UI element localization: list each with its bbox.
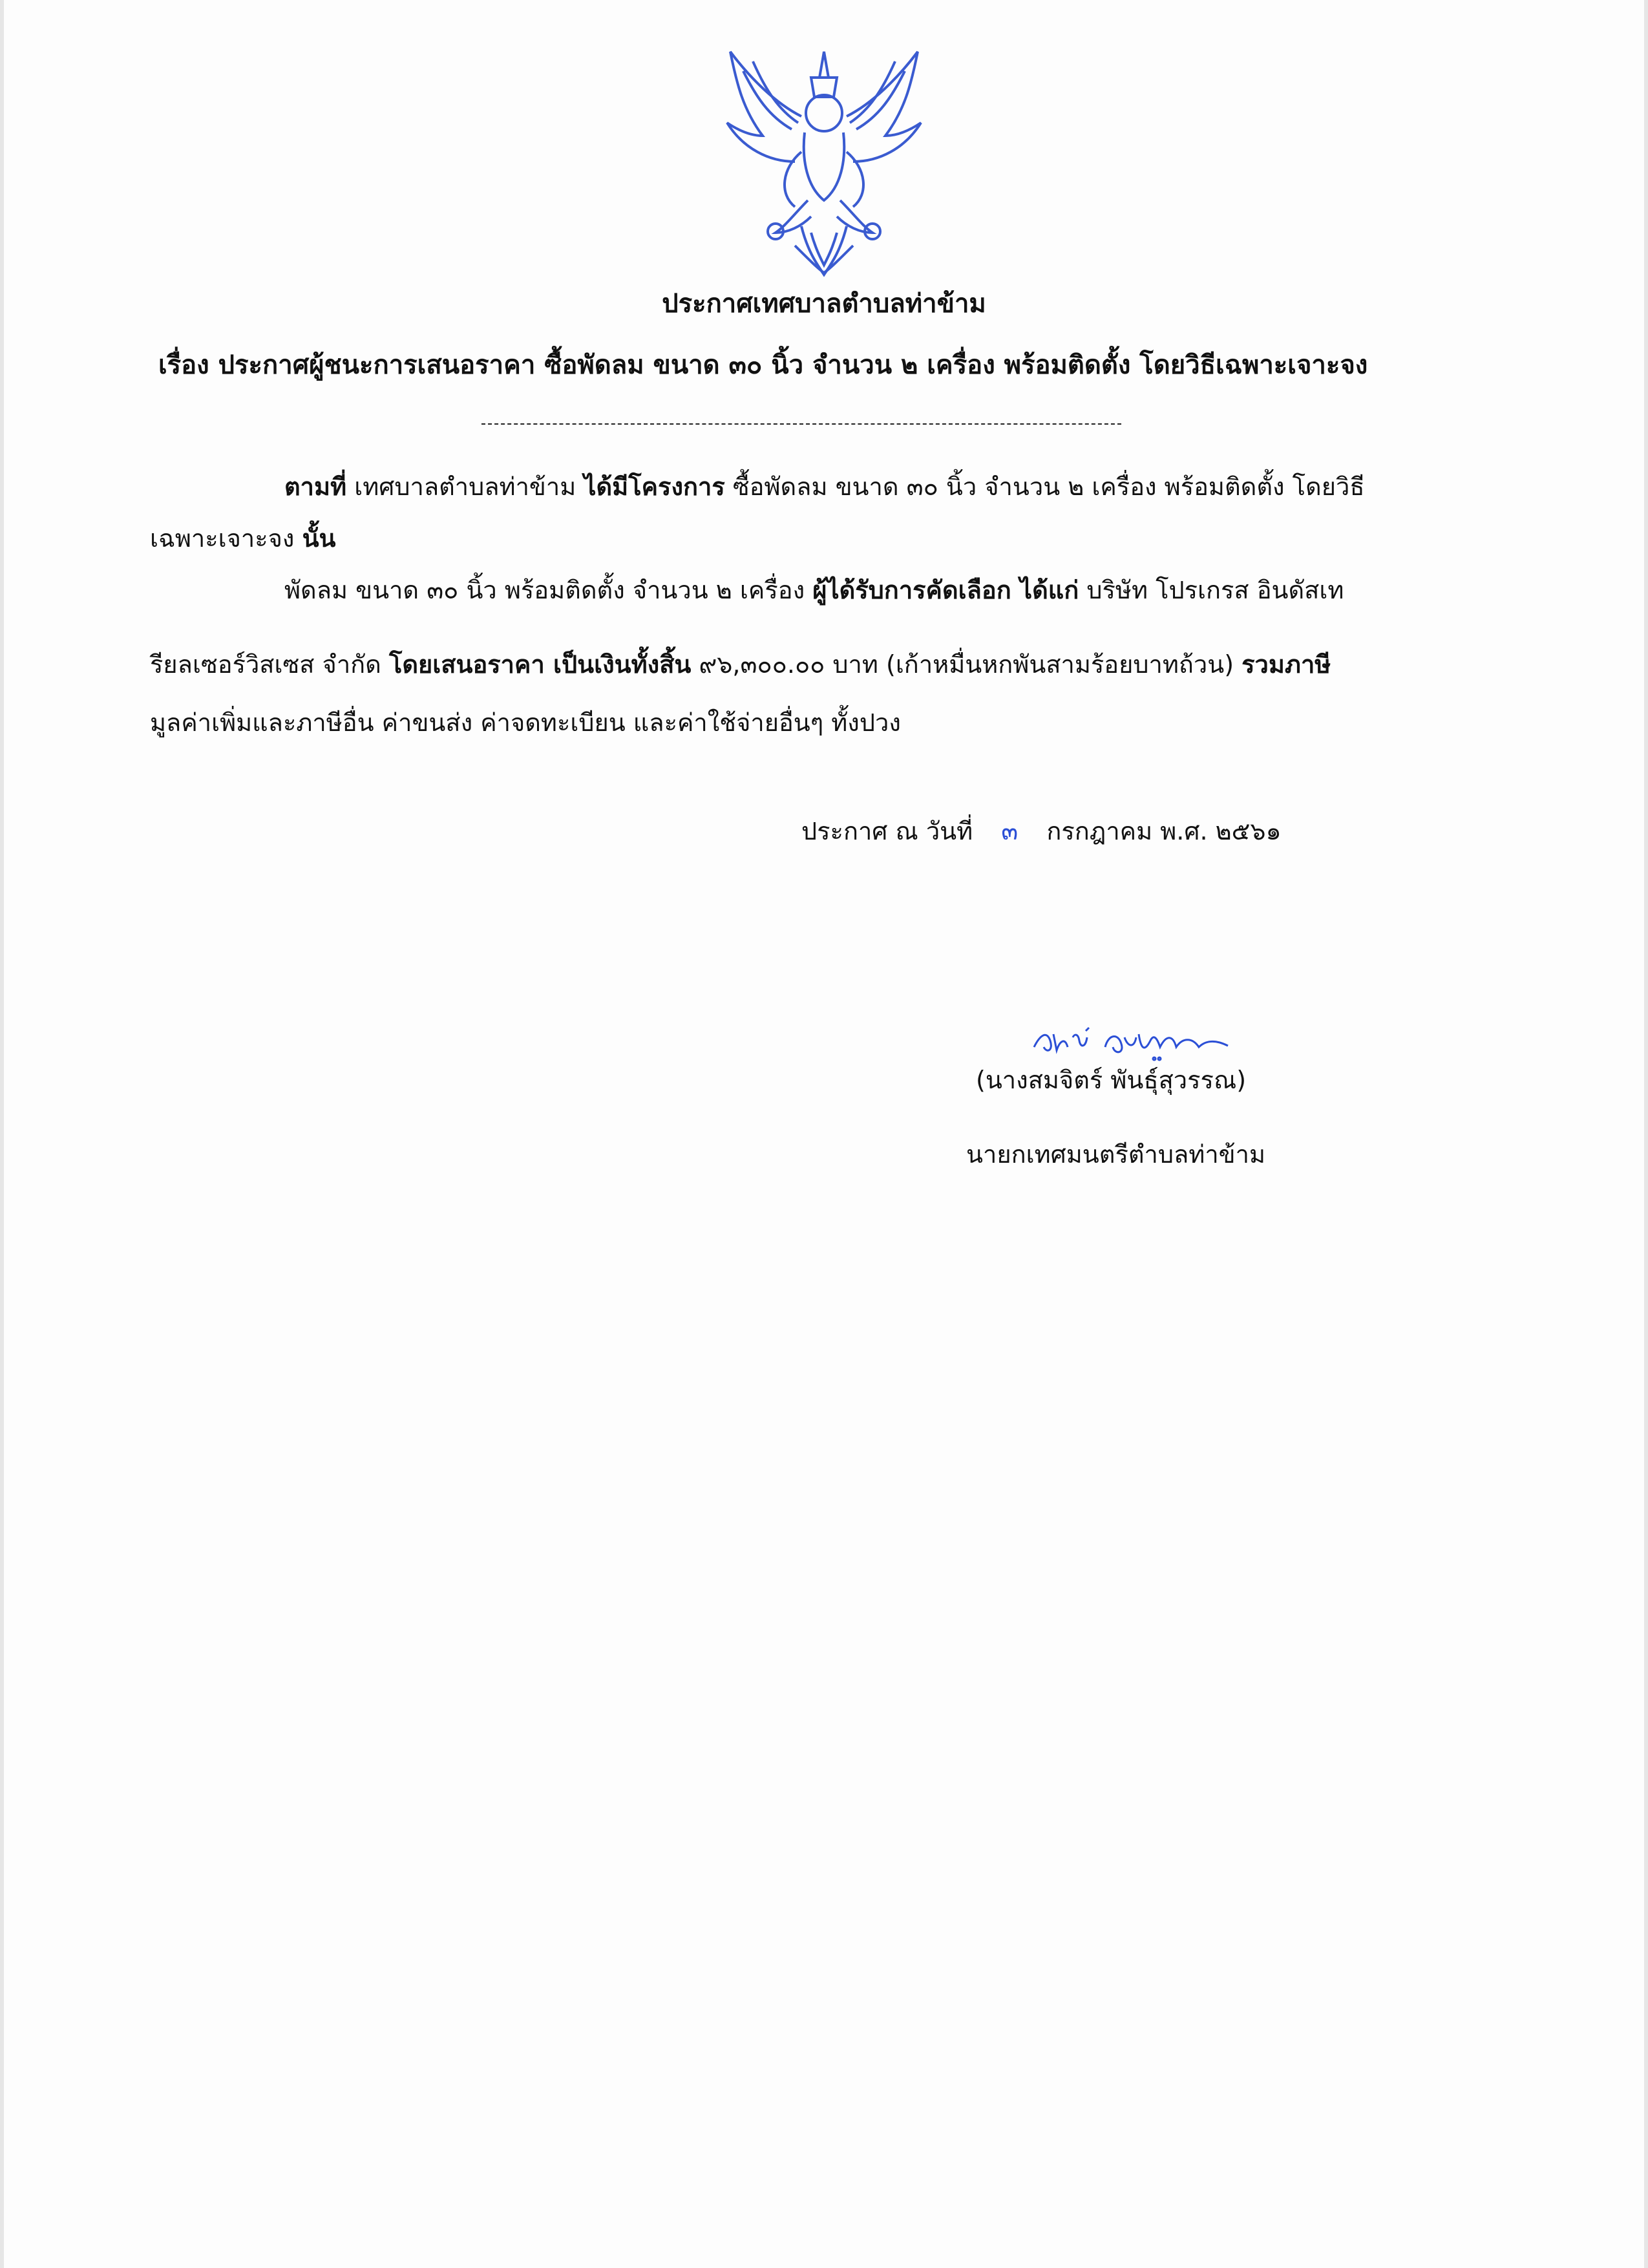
p1-lead: ตามที่	[284, 472, 347, 501]
p1-line2-text: เฉพาะเจาะจง	[150, 524, 302, 553]
paragraph-1-line-1	[284, 465, 1365, 508]
p2-line2-text: รียลเซอร์วิสเซส จำกัด	[150, 650, 389, 679]
p1-org: เทศบาลตำบลท่าข้าม	[346, 472, 584, 501]
announcement-header-title: ประกาศเทศบาลตำบลท่าข้าม	[662, 289, 986, 319]
p2-line1-rest: บริษัท โปรเกรส อินดัสเท	[1079, 576, 1344, 604]
scan-edge-left	[0, 0, 4, 2268]
p2-line2-bold2: รวมภาษี	[1241, 650, 1331, 679]
p1-line2-bold: นั้น	[302, 524, 336, 553]
scan-edge-right	[1644, 0, 1648, 2268]
p1-bold: ได้มีโครงการ	[584, 472, 725, 501]
p2-line3-text: มูลค่าเพิ่มและภาษีอื่น ค่าขนส่ง ค่าจดทะเบียน และค่าใช้จ่ายอื่นๆ ทั้งปวง	[150, 708, 901, 737]
paragraph-2-line-2	[150, 643, 1331, 686]
paragraph-2-line-3	[150, 701, 901, 744]
date-prefix: ประกาศ ณ วันที่	[801, 817, 973, 845]
date-month-year: กรกฎาคม พ.ศ. ๒๕๖๑	[1046, 817, 1282, 845]
subject-label: เรื่อง	[158, 350, 209, 380]
date-day: ๓	[1001, 817, 1019, 845]
p2-amount: ๙๖,๓๐๐.๐๐ บาท (เก้าหมื่นหกพันสามร้อยบาทถ้วน)	[691, 650, 1242, 679]
p1-rest: ซื้อพัดลม ขนาด ๓๐ นิ้ว จำนวน ๒ เครื่อง พร้อมติดตั้ง โดยวิธี	[724, 472, 1365, 501]
subject-text: ประกาศผู้ชนะการเสนอราคา ซื้อพัดลม ขนาด ๓๐ นิ้ว จำนวน ๒ เครื่อง พร้อมติดตั้ง โดยวิธีเฉพาะเจาะจง	[218, 350, 1368, 380]
handwritten-signature	[1028, 1008, 1241, 1066]
announcement-subject	[158, 346, 1490, 385]
announcement-date	[801, 811, 1282, 851]
p2-line1-text: พัดลม ขนาด ๓๐ นิ้ว พร้อมติดตั้ง จำนวน ๒ เครื่อง	[284, 576, 813, 604]
paragraph-1-line-2	[150, 517, 336, 560]
separator-line	[481, 423, 1121, 425]
signatory-position: นายกเทศมนตรีตำบลท่าข้าม	[966, 1140, 1266, 1169]
garuda-emblem-icon	[704, 39, 944, 284]
p2-line2-bold: โดยเสนอราคา เป็นเงินทั้งสิ้น	[388, 650, 692, 679]
p2-line1-bold: ผู้ได้รับการคัดเลือก ได้แก่	[812, 576, 1079, 604]
paragraph-2-line-1	[284, 569, 1344, 611]
signatory-name: (นางสมจิตร์ พันธุ์สุวรรณ)	[976, 1066, 1247, 1094]
